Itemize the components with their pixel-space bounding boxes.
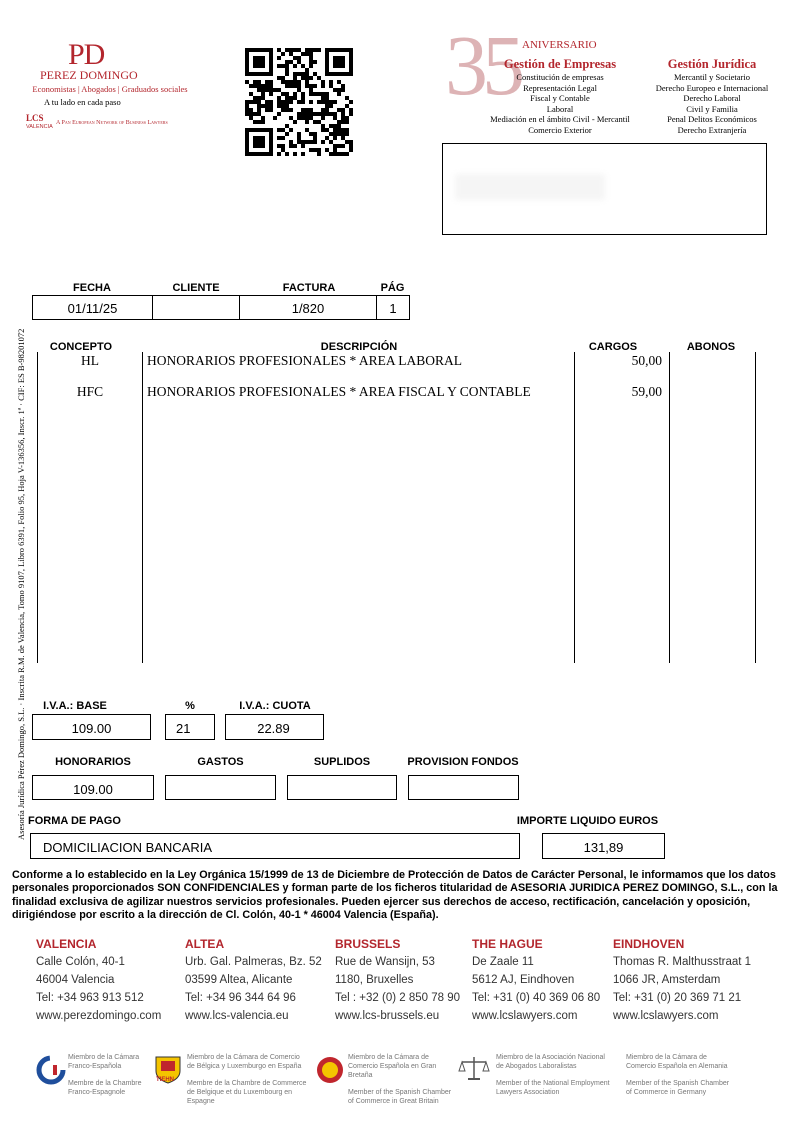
office-phone: Tel: +31 (0) 40 369 06 80	[472, 992, 601, 1004]
service-item: Comercio Exterior	[528, 124, 592, 135]
line-descripcion: HONORARIOS PROFESIONALES * AREA LABORAL	[147, 353, 463, 368]
forma-pago-label: FORMA DE PAGO	[28, 815, 121, 827]
office-website[interactable]: www.lcs-brussels.eu	[335, 1010, 440, 1022]
chamber-es: Miembro de la Asociación Nacional de Abogados Laboralistas	[496, 1054, 605, 1070]
service-item: Mediación en el ámbito Civil - Mercantil	[490, 114, 630, 124]
chamber-es: Miembro de la Cámara Franco-Española	[68, 1054, 140, 1070]
line-cargos: 50,00	[631, 353, 662, 368]
office-eindhoven	[613, 935, 751, 1025]
office-postal: 5612 AJ, Eindhoven	[472, 974, 575, 986]
office-address: Rue de Wansijn, 53	[335, 956, 435, 968]
table-divider	[37, 352, 38, 663]
chamber-great-britain	[348, 1053, 458, 1114]
gastos-label: GASTOS	[197, 756, 244, 768]
chamber-es: Miembro de la Cámara de Comercio Española en Gran Bretaña	[348, 1054, 437, 1079]
chamber-franco-spanish	[68, 1053, 148, 1105]
franco-spanish-chamber-icon	[36, 1055, 66, 1085]
gastos-field	[165, 775, 276, 800]
services-empresas-heading: Gestión de Empresas	[503, 57, 617, 71]
iva-cuota-label: I.V.A.: CUOTA	[239, 700, 311, 712]
office-postal: 03599 Altea, Alicante	[185, 974, 293, 986]
office-website[interactable]: www.lcslawyers.com	[472, 1010, 578, 1022]
line-descripcion: HONORARIOS PROFESIONALES * AREA FISCAL Y CONTABLE	[147, 384, 531, 399]
office-postal: 1066 JR, Amsterdam	[613, 974, 721, 986]
office-website[interactable]: www.lcslawyers.com	[613, 1010, 719, 1022]
office-altea	[185, 935, 322, 1025]
service-item: Laboral	[546, 103, 574, 114]
service-item: Derecho Laboral	[683, 93, 741, 103]
service-item: Representación Legal	[523, 82, 597, 93]
chamber-fr: Member of the Spanish Chamber of Commerce in Germany	[626, 1080, 730, 1096]
fecha-label: FECHA	[73, 282, 111, 294]
logo-tagline: A tu lado en cada paso	[44, 97, 121, 107]
importe-value: 131,89	[583, 840, 624, 855]
importe-field	[542, 833, 665, 859]
fecha-value: 01/11/25	[67, 301, 118, 316]
services-juridica	[640, 57, 784, 135]
fecha-field	[32, 295, 153, 320]
services-juridica-heading: Gestión Jurídica	[667, 57, 757, 71]
chamber-fr: Membre de la Chambre Franco-Espagnole	[68, 1080, 142, 1096]
service-item: Fiscal y Contable	[530, 93, 590, 103]
office-city: ALTEA	[185, 937, 225, 951]
line-concepto: HFC	[76, 384, 104, 399]
iva-pct-label: %	[185, 700, 195, 712]
chamber-fr: Membre de la Chambre de Commerce de Belgique et du Luxembourg en Espagne	[187, 1080, 307, 1105]
chamber-fr: Member of the Spanish Chamber of Commerce in Great Britain	[348, 1089, 452, 1105]
office-website[interactable]: www.perezdomingo.com	[36, 1010, 162, 1022]
chamber-es: Miembro de la Cámara de Comercio de Bélgica y Luxemburgo en España	[187, 1054, 302, 1070]
office-address: Calle Colón, 40-1	[36, 956, 125, 968]
iva-base-field	[32, 714, 151, 740]
qr-finder	[325, 48, 353, 76]
chamber-icon-text: TIEHN	[156, 1077, 174, 1083]
chamber-es: Miembro de la Cámara de Comercio Española en Alemania	[626, 1054, 728, 1070]
anniversary-number: 35	[445, 17, 519, 113]
service-item: Civil y Familia	[686, 103, 738, 114]
redacted-address	[455, 174, 605, 200]
office-website[interactable]: www.lcs-valencia.eu	[185, 1010, 289, 1022]
service-item: Derecho Europeo e Internacional	[655, 82, 769, 93]
pag-label: PÁG	[380, 282, 405, 294]
table-divider	[669, 352, 670, 663]
iva-pct-value: 21	[176, 721, 191, 736]
office-address: Urb. Gal. Palmeras, Bz. 52	[185, 956, 322, 968]
pag-field	[376, 295, 410, 320]
line-concepto: HL	[81, 353, 99, 368]
chamber-labor-lawyers	[496, 1053, 614, 1105]
anniversary-label: ANIVERSARIO	[522, 39, 597, 51]
factura-label: FACTURA	[282, 282, 336, 294]
qr-finder	[245, 48, 273, 76]
service-item: Penal Delitos Económicos	[667, 114, 757, 124]
provision-field	[408, 775, 519, 800]
honorarios-value: 109.00	[73, 782, 113, 797]
cliente-field	[152, 295, 240, 320]
scales-of-justice-icon	[458, 1055, 490, 1083]
honorarios-label: HONORARIOS	[55, 756, 131, 768]
qr-code	[245, 48, 353, 156]
cliente-label: CLIENTE	[172, 282, 220, 294]
data-protection-notice: Conforme a lo establecido en la Ley Orgánica 15/1999 de 13 de Diciembre de Protección de Datos de Carácter Personal, le informamos que los datos personales proporcionados SON CONFIDENCIALES y forman parte de los ficheros titularidad de ASESORIA JURIDICA PEREZ DOMINGO, S.L., con la finalidad exclusiva de agilizar nuestros servicios profesionales. Pueden ejercer sus derechos de acceso, rectificación, cancelación y oposición, dirigiéndose por escrito a la dirección de Cl. Colón, 40-1 * 46004 Valencia (España).	[12, 869, 778, 921]
table-divider	[142, 352, 143, 663]
pag-value: 1	[389, 301, 397, 316]
importe-label: IMPORTE LIQUIDO EUROS	[516, 815, 659, 827]
line-cargos: 59,00	[631, 384, 662, 399]
concepto-header: CONCEPTO	[49, 341, 113, 353]
office-valencia	[36, 935, 161, 1025]
chamber-fr: Member of the National Employment Lawyers Association	[496, 1080, 610, 1096]
office-city: EINDHOVEN	[613, 937, 685, 951]
qr-finder	[245, 128, 273, 156]
honorarios-field	[32, 775, 154, 800]
office-postal: 1180, Bruxelles	[335, 974, 414, 986]
table-divider	[755, 352, 756, 663]
office-phone: Tel: +31 (0) 20 369 71 21	[613, 992, 742, 1004]
office-city: BRUSSELS	[335, 937, 401, 951]
iva-pct-field	[165, 714, 215, 740]
cargos-header: CARGOS	[588, 341, 638, 353]
chamber-germany	[626, 1053, 736, 1105]
office-phone: Tel: +34 96 344 64 96	[185, 992, 296, 1004]
logo-name: PEREZ DOMINGO	[40, 68, 138, 82]
iva-base-label: I.V.A.: BASE	[43, 700, 107, 712]
logo-subtitle: Economistas | Abogados | Graduados sociales	[32, 84, 188, 94]
lcs-city: VALENCIA	[26, 124, 53, 130]
office-postal: 46004 Valencia	[36, 974, 115, 986]
recipient-address-box	[442, 143, 767, 235]
office-city: THE HAGUE	[472, 937, 543, 951]
great-britain-chamber-icon	[315, 1055, 345, 1085]
iva-cuota-value: 22.89	[257, 721, 290, 736]
descripcion-header: DESCRIPCIÓN	[320, 341, 398, 353]
logo-initials: PD	[68, 38, 105, 71]
service-item: Derecho Extranjería	[677, 124, 747, 135]
office-address: Thomas R. Malthusstraat 1	[613, 956, 752, 968]
office-brussels	[335, 935, 460, 1025]
office-address: De Zaale 11	[472, 956, 534, 968]
chamber-belgium-luxembourg	[187, 1053, 307, 1114]
factura-field	[239, 295, 377, 320]
services-empresas	[480, 57, 640, 135]
iva-base-value: 109.00	[71, 721, 112, 736]
company-registry-info: Asesoría Jurídica Pérez Domingo, S.L. · Inscrita R.M. de Valencia, Tomo 9107, Libro 6391, Folio 95, Hoja V-136356, Inscr. 1ª · CIF: ES B-98201072	[16, 328, 26, 840]
service-item: Constitución de empresas	[516, 72, 604, 82]
forma-pago-field	[30, 833, 520, 859]
iva-cuota-field	[225, 714, 324, 740]
provision-label: PROVISION FONDOS	[407, 756, 519, 768]
office-phone: Tel: +34 963 913 512	[36, 992, 144, 1004]
office-the-hague	[472, 935, 600, 1025]
suplidos-field	[287, 775, 397, 800]
office-city: VALENCIA	[36, 937, 97, 951]
belgium-luxembourg-chamber-icon	[152, 1055, 184, 1089]
forma-pago-value: DOMICILIACION BANCARIA	[43, 840, 213, 855]
lcs-network: A Pan European Network of Business Lawyers	[56, 120, 168, 126]
factura-value: 1/820	[291, 301, 325, 316]
office-phone: Tel : +32 (0) 2 850 78 90	[335, 992, 460, 1004]
suplidos-label: SUPLIDOS	[313, 756, 371, 768]
lcs-logo: LCS	[26, 113, 44, 123]
abonos-header: ABONOS	[686, 341, 736, 353]
table-divider	[574, 352, 575, 663]
service-item: Mercantil y Societario	[673, 72, 750, 82]
